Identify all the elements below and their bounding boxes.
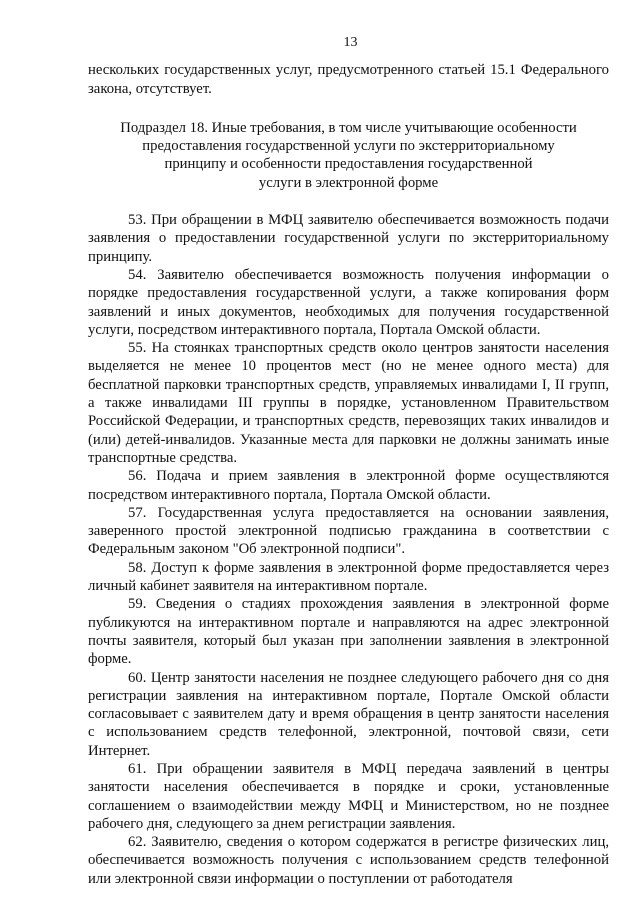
paragraph-58: 58. Доступ к форме заявления в электронной форме предоставляется через личный кабинет заявителя на интерактивном портале. — [88, 559, 609, 595]
heading-line: принципу и особенности предоставления государственной — [164, 156, 533, 173]
paragraph-62: 62. Заявителю, сведения о котором содержатся в регистре физических лиц, обеспечивается возможность получения с использованием средств телефонной или электронной связи информации о поступлении от работодателя — [88, 834, 609, 887]
heading-line: Подраздел 18. Иные требования, в том числе учитывающие особенности — [120, 119, 577, 136]
continuation-paragraph: нескольких государственных услуг, предусмотренного статьей 15.1 Федерального закона, отсутствует. — [88, 62, 609, 97]
page-number: 13 — [343, 35, 358, 50]
paragraph-59: 59. Сведения о стадиях прохождения заявления в электронной форме публикуются на интерактивном портале и направляются на адрес электронной почты заявителя, который был указан при заполнении заявления в электронной форме. — [88, 596, 609, 668]
paragraph-61: 61. При обращении заявителя в МФЦ передача заявлений в центры занятости населения обеспечивается в порядке и сроки, установленные соглашением о взаимодействии между МФЦ и Министерством, но не позднее рабочего дня, следующего за днем регистрации заявления. — [88, 760, 609, 832]
paragraph-54: 54. Заявителю обеспечивается возможность получения информации о порядке предоставления государственной услуги, а также копирования форм заявлений и иных документов, необходимых для получения государственной услуги, посредством интерактивного портала, Портала Омской области. — [88, 266, 609, 338]
heading-line: предоставления государственной услуги по экстерриториальному — [142, 138, 555, 155]
paragraph-53: 53. При обращении в МФЦ заявителю обеспечивается возможность подачи заявления о предоставлении государственной услуги по экстерриториальному принципу. — [88, 212, 609, 265]
paragraph-56: 56. Подача и прием заявления в электронной форме осуществляются посредством интерактивного портала, Портала Омской области. — [88, 468, 609, 503]
paragraph-57: 57. Государственная услуга предоставляется на основании заявления, заверенного простой электронной подписью гражданина в соответствии с Федеральным законом "Об электронной подписи". — [88, 504, 609, 558]
paragraph-55: 55. На стоянках транспортных средств около центров занятости населения выделяется не менее 10 процентов мест (но не менее одного места) для бесплатной парковки транспортных средств, управляемых инвалидами I, II групп, а также инвалидами III группы в порядке, установленном Правительством Российской Федерации, и транспортных средств, перевозящих таких инвалидов и (или) детей-инвалидов. Указанные места для парковки не должны занимать иные транспортные средства. — [88, 340, 609, 466]
heading-line: услуги в электронной форме — [258, 174, 439, 191]
section-heading — [96, 119, 601, 192]
paragraph-60: 60. Центр занятости населения не позднее следующего рабочего дня со дня регистрации заявления на интерактивном портале, Портале Омской области согласовывает с заявителем дату и время обращения в центр занятости населения с использованием средств телефонной, электронной, почтовой связи, сети Интернет. — [88, 669, 609, 759]
